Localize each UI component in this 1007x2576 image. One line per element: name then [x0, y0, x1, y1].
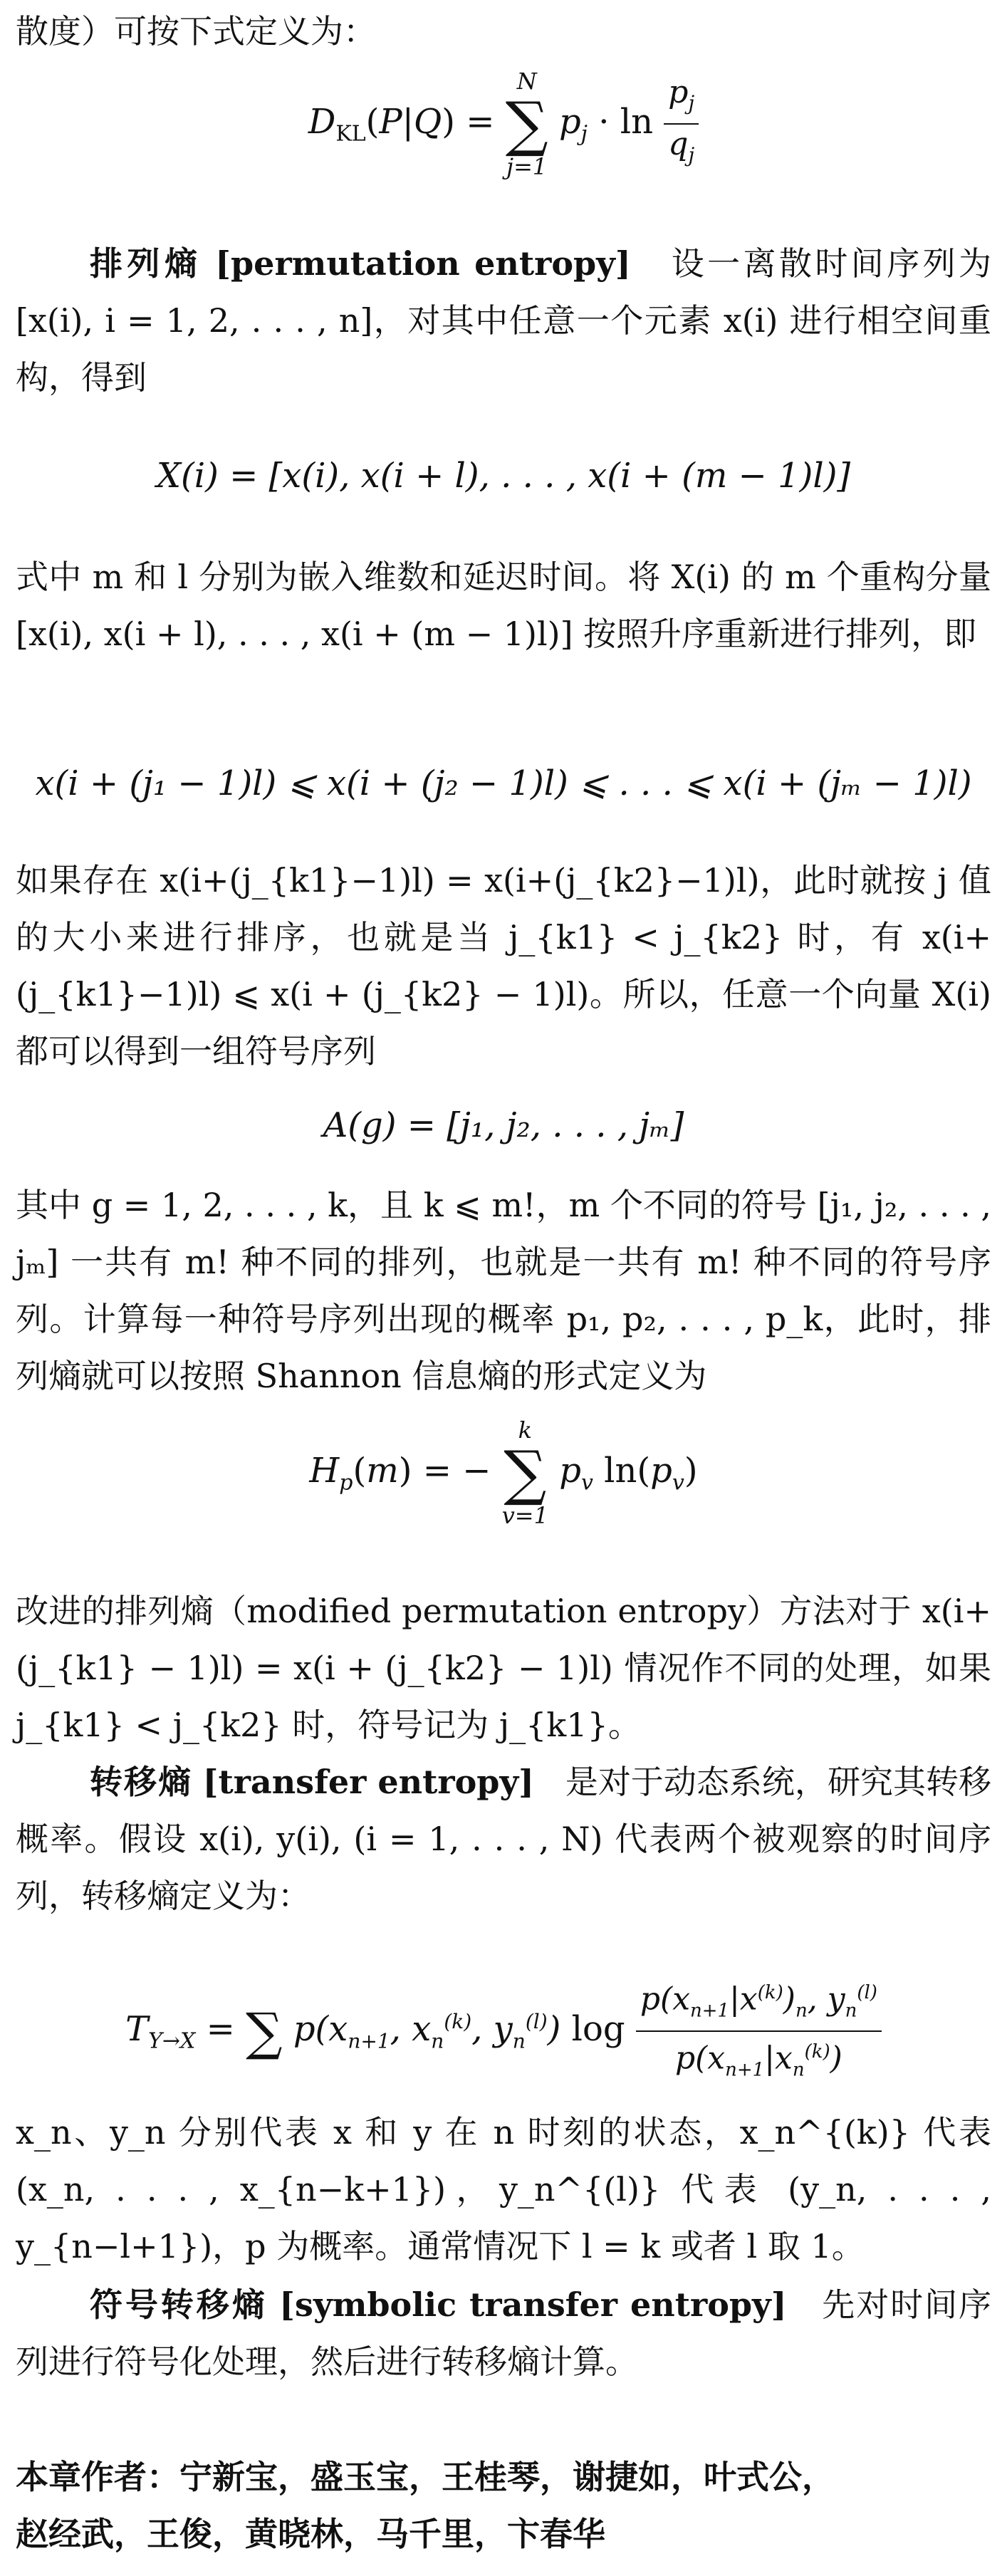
kl-sum-symbol: N ∑ j=1: [505, 68, 548, 180]
pe-heading-en: [permutation entropy]: [215, 244, 631, 283]
kl-fraction: $\frac{p_j}{q_j}$: [664, 73, 699, 175]
chapter-authors: [16, 2449, 991, 2562]
entropy-sum-symbol: k ∑ v=1: [501, 1417, 548, 1529]
authors-names-2: 赵经武，王俊，黄晓林，马千里，卞春华: [16, 2515, 605, 2553]
te-text: 是对于动态系统，研究其转移概率。假设 x(i), y(i), (i = 1, . . . , N) 代表两个被观察的时间序列，转移熵定义为：: [16, 1763, 992, 1915]
pe-text: 设一离散时间序列为 [x(i), i = 1, 2, . . . , n]，对其中任意一个元素 x(i) 进行相空间重构，得到: [16, 244, 991, 397]
transfer-entropy-formula: [0, 1973, 1007, 2090]
transfer-entropy-paragraph: [16, 1753, 991, 1924]
entropy-term: $p_v$ $\ln(p_v)$: [559, 1450, 698, 1496]
entropy-formula: [0, 1417, 1007, 1528]
modified-pe-paragraph: 改进的排列熵（modified permutation entropy）方法对于 x(i+(j_{k1} − 1)l) = x(i + (j_{k2} − 1)l) 情况作不同的处理，如果 j_{k1} < j_{k2} 时，符号记为 j_{k1}。: [16, 1592, 991, 1744]
te-heading-zh: 转移熵: [90, 1763, 193, 1801]
authors-line-1: [16, 2449, 991, 2505]
authors-label: 本章作者：: [16, 2458, 179, 2496]
transfer-entropy-variables-paragraph: x_n、y_n 分别代表 x 和 y 在 n 时刻的状态，x_n^{(k)} 代表 (x_n, . . . , x_{n−k+1})，y_n^{(l)} 代表 (y_n, . . . , y_{n−l+1})，p 为概率。通常情况下 l = k 或者 l 取 1。: [16, 2113, 991, 2265]
te-heading-en: [transfer entropy]: [202, 1763, 534, 1801]
authors-line-2: [16, 2505, 991, 2562]
symbol-sequence-formula: A(g) = [j₁, j₂, . . . , jₘ]: [323, 1105, 684, 1145]
equal-values-paragraph: 如果存在 x(i+(j_{k1}−1)l) = x(i+(j_{k2}−1)l)，此时就按 j 值的大小来进行排序，也就是当 j_{k1} < j_{k2} 时，有 x(i+(j_{k1}−1)l) ⩽ x(i + (j_{k2} − 1)l)。所以，任意一个向量 X(i) 都可以得到一组符号序列: [16, 861, 992, 1070]
ste-text: 先对时间序列进行符号化处理，然后进行转移熵计算。: [16, 2285, 992, 2381]
te-term: $p(x_{n+1}$, $x_n^{(k)}$, $y_n^{(l)}$) log: [293, 2008, 625, 2053]
pe-heading-zh: 排列熵: [90, 244, 202, 283]
te-sum-symbol: ∑: [246, 2001, 283, 2062]
kl-divergence-formula: [0, 68, 1007, 179]
probability-paragraph: 其中 g = 1, 2, . . . , k，且 k ⩽ m!，m 个不同的符号 [j₁, j₂, . . . , jₘ] 一共有 m! 种不同的排列，也就是一共有 m! 种不同的符号序列。计算每一种符号序列出现的概率 p₁, p₂, . . . , p_k，此时，排列熵就可以按照 Shannon 信息熵的形式定义为: [16, 1186, 991, 1395]
kl-term: $p_j \cdot \ln$: [558, 101, 654, 147]
te-lhs: $T_{Y\to X}$ =: [125, 2008, 235, 2054]
ste-heading-en: [symbolic transfer entropy]: [279, 2285, 787, 2324]
phase-space-formula: X(i) = [x(i), x(i + l), . . . , x(i + (m − 1)l)]: [156, 456, 851, 496]
kl-lhs: $D_{KL}(P|Q)$ =: [308, 101, 495, 147]
reconstruction-paragraph: 式中 m 和 l 分别为嵌入维数和延迟时间。将 X(i) 的 m 个重构分量 [x(i), x(i + l), . . . , x(i + (m − 1)l)] 按照升序重新进行排列，即: [16, 558, 991, 653]
ordering-formula: x(i + (j₁ − 1)l) ⩽ x(i + (j₂ − 1)l) ⩽ . . . ⩽ x(i + (jₘ − 1)l): [35, 763, 972, 803]
authors-names-1: 宁新宝，盛玉宝，王桂琴，谢捷如，叶式公，: [179, 2458, 835, 2496]
entropy-lhs: $H_p(m)$ = −: [309, 1450, 491, 1496]
ste-heading-zh: 符号转移熵: [90, 2285, 268, 2324]
intro-line: [16, 3, 991, 60]
te-fraction: $\frac{p(x_{n+1}|x^{(k)})_n, y_n^{(l)}}{p(x_{n+1}|x_n^{(k)})}$: [636, 1973, 882, 2090]
intro-text: 散度）可按下式定义为：: [16, 12, 376, 51]
symbolic-transfer-entropy-paragraph: [16, 2276, 991, 2390]
permutation-entropy-paragraph: [16, 235, 991, 406]
